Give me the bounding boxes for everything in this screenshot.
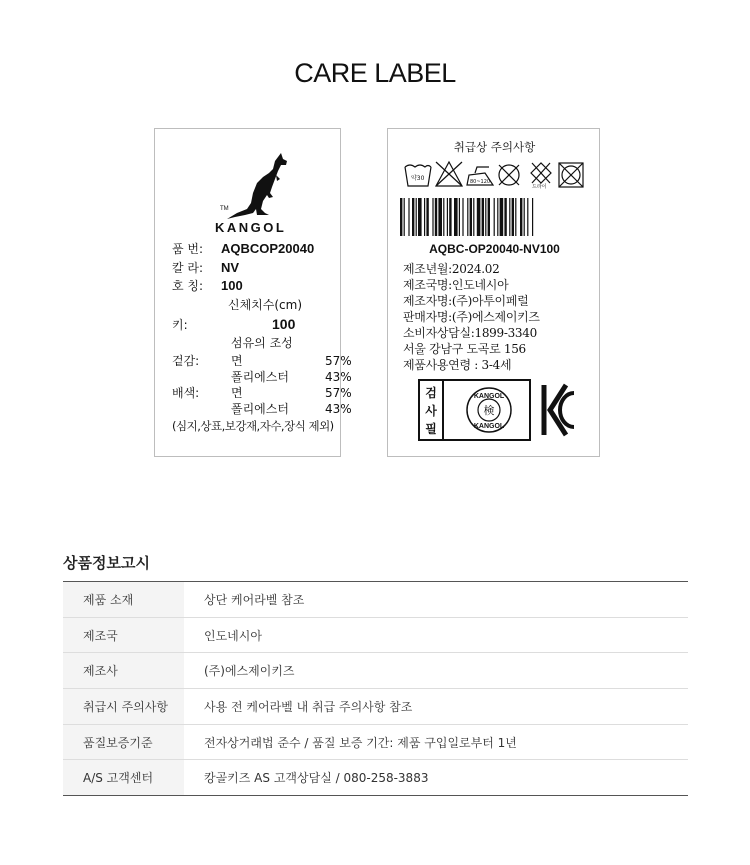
barcode-bar xyxy=(459,198,460,236)
inspect-char: 필 xyxy=(425,421,437,436)
trim-fiber-name: 면 xyxy=(231,386,243,400)
brand-name: KANGOL xyxy=(215,220,287,235)
height-value: 100 xyxy=(272,316,296,332)
barcode-bar xyxy=(467,198,468,236)
table-row xyxy=(63,617,688,653)
info-key: 취급시 주의사항 xyxy=(63,689,184,725)
table-row xyxy=(63,653,688,689)
svg-text:80~120: 80~120 xyxy=(470,179,491,185)
outer-label: 겉감: xyxy=(172,354,200,368)
barcode-bar xyxy=(462,198,463,236)
barcode-bar xyxy=(532,198,533,236)
info-key: 품질보증기준 xyxy=(63,724,184,760)
inspect-char: 검 xyxy=(425,385,437,400)
no-bleach-icon xyxy=(436,162,462,186)
barcode-bar xyxy=(404,198,405,236)
outer-fiber-name: 면 xyxy=(231,354,243,368)
barcode-bar xyxy=(426,198,428,236)
outer-fiber-pct: 43% xyxy=(325,370,352,384)
info-value: 사용 전 케어라벨 내 취급 주의사항 참조 xyxy=(184,689,688,725)
barcode-bar xyxy=(524,198,525,236)
barcode-bar xyxy=(449,198,451,236)
age-range: 제품사용연령 : 3-4세 xyxy=(403,358,512,372)
trim-fiber-name: 폴리에스터 xyxy=(231,402,289,416)
size-label: 호 칭: xyxy=(172,279,204,293)
barcode-bar xyxy=(488,198,490,236)
barcode-bar xyxy=(500,198,504,236)
color-label: 칼 라: xyxy=(172,261,204,275)
barcode-bar xyxy=(454,198,458,236)
barcode-bar xyxy=(435,198,437,236)
barcode-bar xyxy=(443,198,444,236)
barcode-bar xyxy=(400,198,402,236)
kc-mark-icon xyxy=(540,379,578,441)
iron-low-icon xyxy=(467,167,493,185)
kangol-seal-icon xyxy=(465,386,513,434)
info-key: 제조사 xyxy=(63,653,184,689)
product-no-label: 품 번: xyxy=(172,242,204,256)
svg-text:드라이: 드라이 xyxy=(532,184,547,189)
product-no-value: AQBCOP20040 xyxy=(221,241,315,256)
svg-text:약30: 약30 xyxy=(411,175,425,182)
product-info-table xyxy=(63,581,688,796)
care-label xyxy=(387,128,600,457)
barcode-bar xyxy=(482,198,484,236)
info-section-title: 상품정보고시 xyxy=(63,554,150,572)
info-value: 캉골키즈 AS 고객상담실 / 080-258-3883 xyxy=(184,760,688,796)
inspection-stamp xyxy=(418,379,531,441)
body-size-title: 신체치수(cm) xyxy=(228,298,303,312)
barcode-bar xyxy=(470,198,472,236)
manufacturer: 제조자명:(주)아투이페럴 xyxy=(403,294,529,308)
info-key: A/S 고객센터 xyxy=(63,760,184,796)
info-value: (주)에스제이키즈 xyxy=(184,653,688,689)
barcode-bar xyxy=(447,198,448,236)
barcode-bar xyxy=(408,198,409,236)
barcode-bar xyxy=(527,198,528,236)
care-symbols xyxy=(403,159,588,189)
table-row xyxy=(63,724,688,760)
size-value: 100 xyxy=(221,278,243,293)
barcode-bar xyxy=(485,198,486,236)
table-row xyxy=(63,760,688,796)
hang-dry-icon xyxy=(499,165,519,185)
barcode-bar xyxy=(473,198,474,236)
info-value: 전자상거래법 준수 / 품질 보증 기간: 제품 구입일로부터 1년 xyxy=(184,724,688,760)
trademark-mark: TM xyxy=(220,206,229,212)
info-key: 제조국 xyxy=(63,617,184,653)
color-value: NV xyxy=(221,260,240,275)
table-row xyxy=(63,582,688,618)
country-of-origin: 제조국명:인도네시아 xyxy=(403,278,509,292)
barcode-bar xyxy=(504,198,506,236)
care-title: 취급상 주의사항 xyxy=(453,140,536,154)
svg-text:KANGOL: KANGOL xyxy=(473,393,505,400)
barcode-bar xyxy=(477,198,481,236)
no-dry-clean-icon xyxy=(531,163,551,189)
info-value: 인도네시아 xyxy=(184,617,688,653)
barcode-bar xyxy=(432,198,433,236)
barcode-bar xyxy=(438,198,442,236)
barcode-bar xyxy=(512,198,514,236)
barcode-bar xyxy=(515,198,516,236)
info-value: 상단 케어라벨 참조 xyxy=(184,582,688,618)
barcode-bar xyxy=(494,198,495,236)
table-row xyxy=(63,689,688,725)
exclusion-note: (심지,상표,보강재,자수,장식 제외) xyxy=(172,419,334,433)
outer-fiber-pct: 57% xyxy=(325,354,352,368)
customer-service: 소비자상담실:1899-3340 xyxy=(403,326,537,340)
barcode xyxy=(400,198,592,236)
trim-fiber-pct: 43% xyxy=(325,402,352,416)
barcode-bar xyxy=(509,198,510,236)
fiber-title: 섬유의 조성 xyxy=(231,336,293,350)
manufacture-date: 제조년월:2024.02 xyxy=(403,262,500,276)
svg-text:検: 検 xyxy=(483,404,495,417)
height-label: 키: xyxy=(172,318,188,332)
outer-fiber-name: 폴리에스터 xyxy=(231,370,289,384)
trim-label: 배색: xyxy=(172,386,200,400)
barcode-bar xyxy=(424,198,425,236)
product-label xyxy=(154,128,352,457)
trim-fiber-pct: 57% xyxy=(325,386,352,400)
barcode-bar xyxy=(412,198,414,236)
barcode-bar xyxy=(520,198,522,236)
address: 서울 강남구 도곡로 156 xyxy=(403,342,526,356)
page-title: CARE LABEL xyxy=(294,58,456,88)
seller: 판매자명:(주)에스제이키즈 xyxy=(403,310,540,324)
inspect-char: 사 xyxy=(425,403,437,418)
svg-text:KANGOL: KANGOL xyxy=(473,423,505,430)
product-code: AQBC-OP20040-NV100 xyxy=(429,242,560,256)
barcode-bar xyxy=(497,198,498,236)
wash-30-neutral-icon xyxy=(405,165,431,186)
no-tumble-dry-icon xyxy=(559,163,583,187)
barcode-bar xyxy=(418,198,422,236)
kangaroo-logo-icon xyxy=(223,151,293,221)
info-key: 제품 소재 xyxy=(63,582,184,618)
barcode-bar xyxy=(416,198,417,236)
